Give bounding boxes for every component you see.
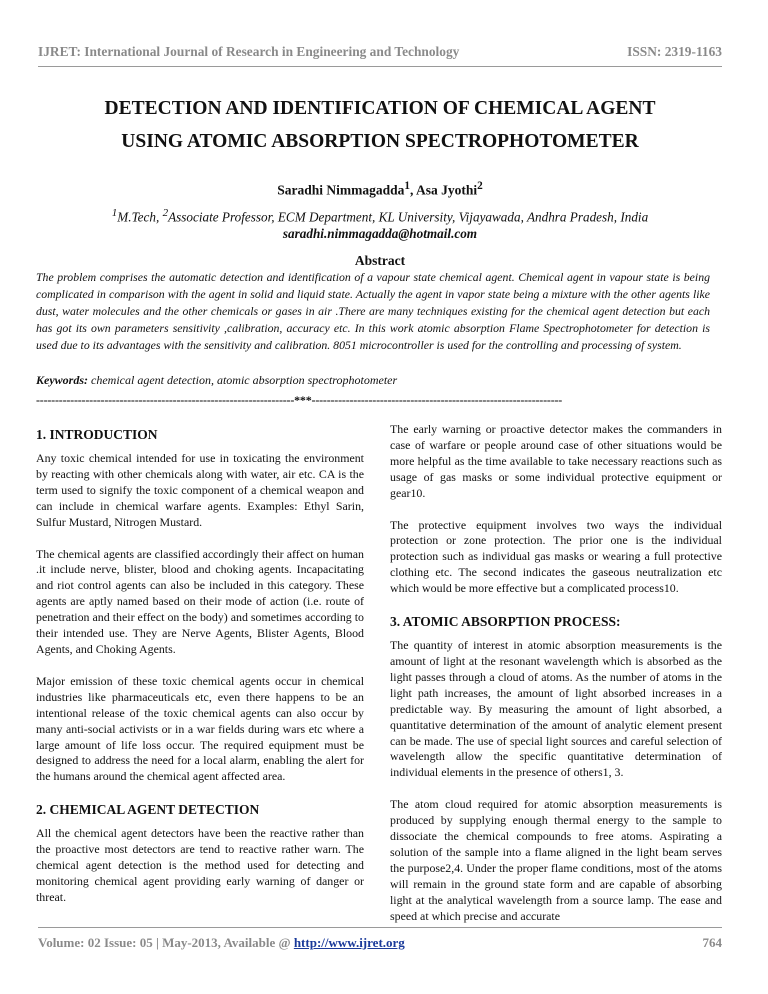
author-2-sup: 2	[477, 180, 483, 192]
intro-paragraph-1: Any toxic chemical intended for use in toxicating the environment by reacting with other chemicals along with water, air etc. CA is the term used to signify the toxic component of a chemical weapon and can include in chemical warfare agents. Examples: Ethyl Sarin, Sulfur Mustard, Nitrogen Mustard.	[36, 451, 364, 529]
page-number: 764	[702, 935, 722, 950]
right-paragraph-2: The protective equipment involves two ways the individual protection or zone protection. The prior one is the individual protection such as individual gas masks or wearing a full protective clothing etc. The second indicates the gaseous neutralization etc which would be more effective but a complicated process10.	[390, 517, 722, 596]
journal-name: IJRET: International Journal of Research in Engineering and Technology	[38, 44, 460, 59]
paper-title-line-1: DETECTION AND IDENTIFICATION OF CHEMICAL AGENT	[104, 98, 656, 119]
cad-heading: 2. CHEMICAL AGENT DETECTION	[36, 802, 260, 818]
affil-text-1: M.Tech,	[117, 209, 163, 225]
footer-volume-text: Volume: 02 Issue: 05 | May-2013, Available @	[38, 935, 294, 950]
affiliation	[38, 205, 722, 242]
running-header	[38, 44, 722, 62]
issn: ISSN: 2319-1163	[627, 44, 722, 59]
right-paragraph-1: The early warning or proactive detector makes the commanders in case of warfare or people around case of other situations would be more helpful as the time available to take necessary reactions such as usage of gas masks or some individual protective equipment or gear10.	[390, 422, 722, 500]
aap-paragraph-2: The atom cloud required for atomic absorption measurements is produced by supplying enough thermal energy to the sample to dissociate the chemical compounds to free atoms. Aspirating a solution of the sample into a flame aligned in the light beam serves the purpose2,4. Under the proper flame conditions, most of the atoms will remain in the ground state form and are capable of absorbing light at the analytical wavelength from a source lamp. The ease and speed at which precise and accurate	[390, 797, 722, 923]
author-email: saradhi.nimmagadda@hotmail.com	[282, 226, 478, 242]
header-rule	[38, 66, 722, 67]
intro-heading: 1. INTRODUCTION	[36, 427, 158, 442]
author-2: Asa Jyothi	[416, 182, 478, 198]
journal-link[interactable]: http://www.ijret.org	[293, 935, 405, 950]
separator: --------------------------------------------------------------------***------------------------------------------------------------------	[36, 393, 563, 407]
footer-volume	[38, 935, 405, 951]
author-sep: ,	[410, 182, 417, 198]
affil-sup-2: 2	[162, 207, 169, 219]
abstract-heading: Abstract	[354, 253, 406, 268]
affil-sup-1: 1	[111, 207, 118, 219]
author-1-sup: 1	[404, 180, 410, 192]
keywords	[36, 373, 710, 388]
author-1: Saradhi Nimmagadda	[277, 182, 405, 198]
keywords-label: Keywords:	[36, 373, 88, 387]
affil-text-2: Associate Professor, ECM Department, KL University, Vijayawada, Andhra Pradesh, India	[168, 209, 649, 225]
abstract-text: The problem comprises the automatic detection and identification of a vapour state chemical agent. Chemical agent in vapour state is being complicated in comparison with the agent in solid and liquid state. Actually the agent in vapor state being a mixture with the other agents like dust, water molecules and the other chemicals or gases in air .There are many techniques existing for the chemical agent detection but each has got its own parameters sensitivity ,calibration, accuracy etc. In this work atomic absorption Flame Spectrophotometer for detection is used due to its advantages with the sensitivity and calibration. 8051 microcontroller is used for the controlling and processing of system.	[36, 270, 710, 352]
intro-paragraph-2: The chemical agents are classified accordingly their affect on human .it include nerve, blister, blood and choking agents. Incapacitating and riot control agents can also be included in this category. These agents are aptly named based on their mode of action (i.e. route of penetration and their effect on the body) and sometimes according to their intended use. They are Nerve Agents, Blister Agents, Blood Agents, and Choking Agents.	[36, 546, 364, 656]
aap-paragraph-1: The quantity of interest in atomic absorption measurements is the amount of light at the resonant wavelength which is absorbed as the light passes through a cloud of atoms. As the number of atoms in the light path increases, the amount of light absorbed increases in a predictable way. By measuring the amount of light absorbed, a quantitative determination of the amount of analytic element present can be made. The use of special light sources and careful selection of wavelength allow the specific quantitative determination of individual elements in the presence of others1, 3.	[390, 638, 722, 780]
right-column	[390, 422, 722, 924]
aap-heading: 3. ATOMIC ABSORPTION PROCESS:	[390, 614, 621, 630]
intro-paragraph-3: Major emission of these toxic chemical agents occur in chemical industries like pharmaceuticals etc, even there happens to be an intentional release of the toxic chemical agents can also occur by many anti-social activists or in a war fields during wars etc where a large amount of life loss occur. The required equipment must be designed to address the need for a local alarm, enabling the alert for the humans around the chemical agent affected area.	[36, 673, 364, 784]
paper-title-line-2: USING ATOMIC ABSORPTION SPECTROPHOTOMETER	[121, 131, 639, 152]
keywords-text: chemical agent detection, atomic absorption spectrophotometer	[88, 373, 398, 387]
authors	[38, 180, 722, 199]
cad-paragraph-1: All the chemical agent detectors have been the reactive rather than the proactive most detectors are tend to reactive rather warn. The chemical agent detection is the method used for detecting and monitoring chemical agent providing early warning of danger or threat.	[36, 826, 364, 904]
left-column	[36, 422, 364, 922]
footer-rule	[38, 927, 722, 928]
